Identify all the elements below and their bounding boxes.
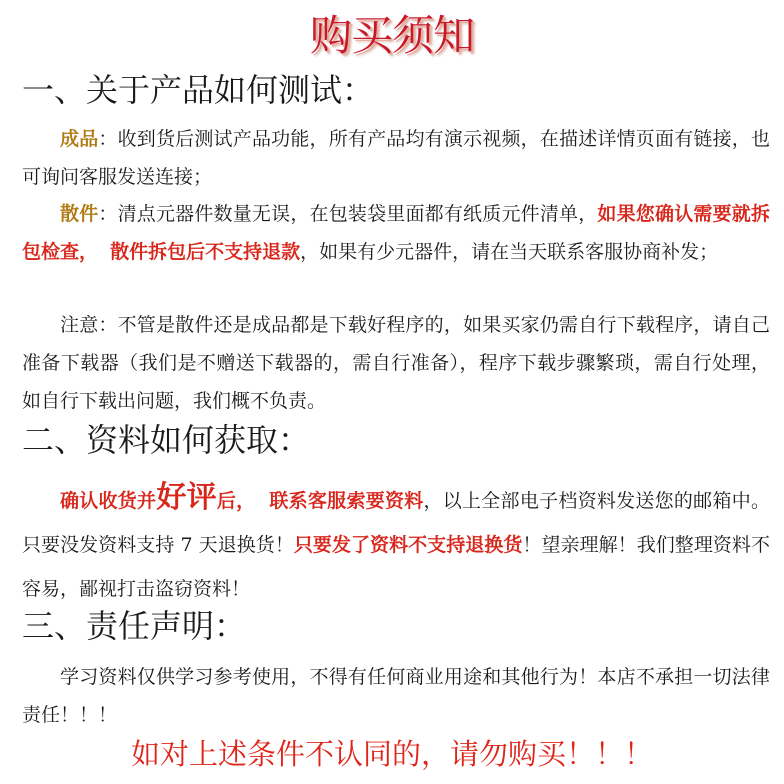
materials-confirm-text: 确认收货并 <box>60 490 157 512</box>
finished-product-label: 成品 <box>60 128 99 150</box>
loose-parts-warning-2: 散件拆包后不支持退款 <box>110 241 301 263</box>
materials-paragraph <box>22 476 770 611</box>
finished-product-paragraph <box>22 120 770 196</box>
materials-good-review-text: 好评 <box>156 480 217 515</box>
materials-contact-text: 联系客服索要资料 <box>269 490 424 512</box>
page-title: 购买须知 <box>309 11 474 60</box>
materials-body-text-1: ，以上全部电子档资料发送您的邮箱中。只要没发资料支持 7 天退换货！ <box>22 490 770 556</box>
materials-body-text-2: ！望亲理解！我们整理资料不容易，鄙视打击盗窃资料！ <box>22 534 770 600</box>
finished-product-text: ：收到货后测试产品功能，所有产品均有演示视频，在描述详情页面有链接，也可询问客服发送连接； <box>22 128 770 188</box>
loose-parts-label: 散件 <box>60 203 99 225</box>
loose-parts-text-1: ：清点元器件数量无误，在包装袋里面都有纸质元件清单， <box>98 203 598 225</box>
section-heading-testing: 一、关于产品如何测试： <box>22 71 375 109</box>
materials-no-return-text: 只要发了资料不支持退换货 <box>293 534 523 556</box>
loose-parts-paragraph <box>22 195 770 271</box>
loose-parts-spacer <box>98 241 110 263</box>
section-heading-liability: 三、责任声明： <box>22 607 247 645</box>
liability-paragraph: 学习资料仅供学习参考使用，不得有任何商业用途和其他行为！本店不承担一切法律责任！！！ <box>22 666 770 726</box>
loose-parts-warning-1: 如果您确认需要就拆包检查， <box>22 203 770 263</box>
loose-parts-text-2: ，如果有少元器件，请在当天联系客服协商补发； <box>300 241 719 263</box>
footer-warning: 如对上述条件不认同的，请勿购买！！！ <box>130 737 653 771</box>
materials-after-text: 后， <box>216 490 256 512</box>
notice-paragraph: 注意：不管是散件还是成品都是下载好程序的，如果买家仍需自行下载程序，请自己准备下载器（我们是不赠送下载器的，需自行准备），程序下载步骤繁琐，需自行处理，如自行下载出问题，我们概不负责。 <box>22 314 770 412</box>
section-heading-materials: 二、资料如何获取： <box>22 421 311 459</box>
